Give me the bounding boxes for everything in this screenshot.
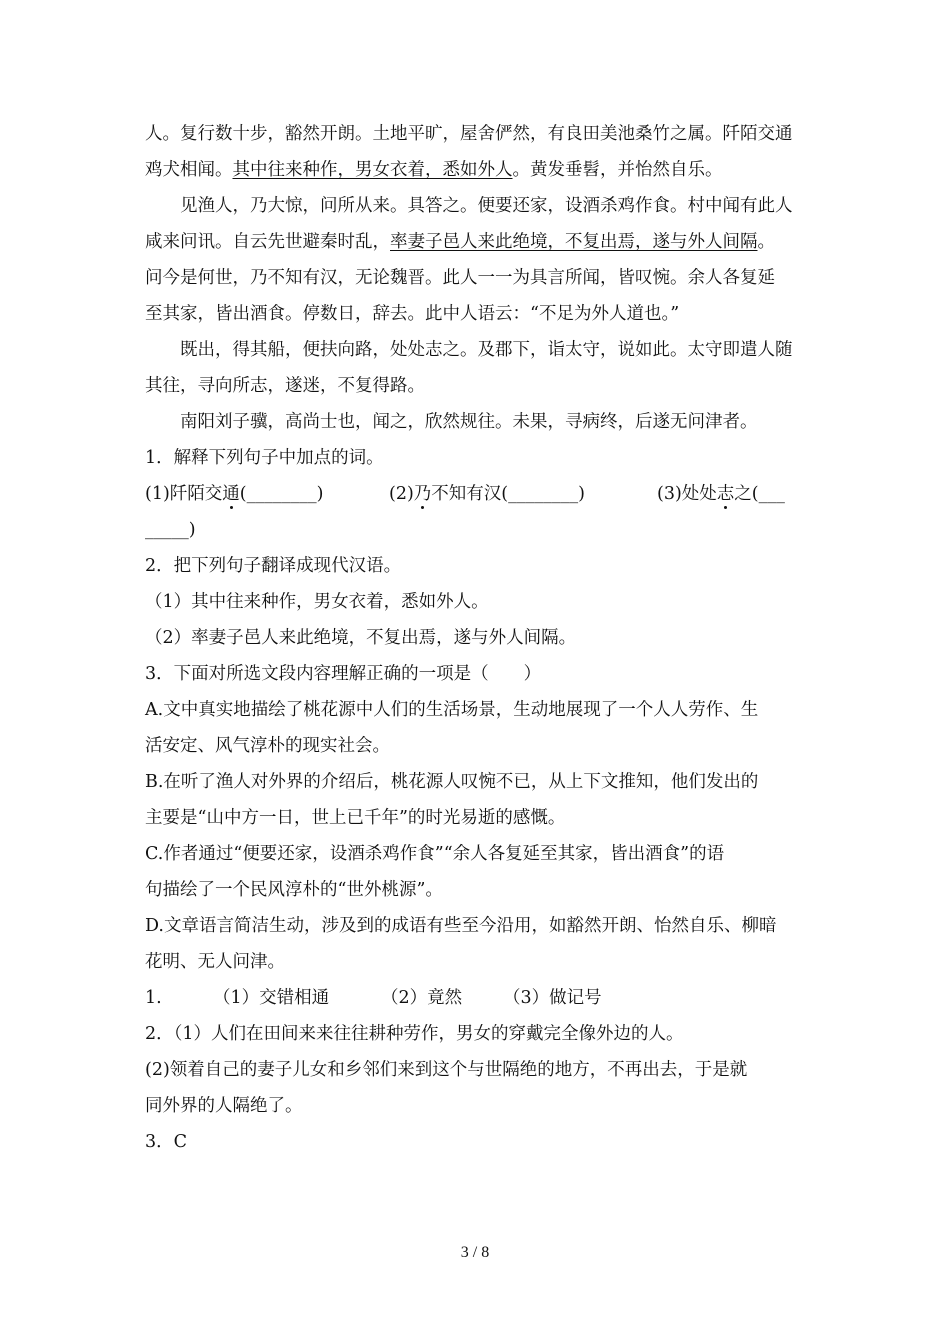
passage-text: 咸来问讯。自云先世避秦时乱， (145, 232, 390, 252)
passage-line: 见渔人，乃大惊，问所从来。具答之。便要还家，设酒杀鸡作食。村中闻有此人 (145, 196, 793, 216)
page-number: 3 / 8 (460, 1244, 490, 1261)
answer-1-item-3: （3）做记号 (503, 988, 602, 1008)
dotted-word: 志 (716, 484, 735, 504)
passage-line: 人。复行数十步，豁然开朗。土地平旷，屋舍俨然，有良田美池桑竹之属。阡陌交通 (145, 124, 793, 144)
question-1-title: 1．解释下列句子中加点的词。 (145, 448, 384, 468)
answer-1-item-1: （1）交错相通 (213, 988, 330, 1008)
question-1-item-3-cont: _____) (145, 520, 196, 540)
question-3-title: 3．下面对所选文段内容理解正确的一项是（ ） (145, 664, 542, 684)
question-1-item-1: (1)阡陌交通(________) (145, 484, 324, 504)
option-a: A.文中真实地描绘了桃花源中人们的生活场景，生动地展现了一个人人劳作、生 (145, 700, 759, 720)
passage-line: 问今是何世，乃不知有汉，无论魏晋。此人一一为具言所闻，皆叹惋。余人各复延 (145, 268, 775, 288)
answer-2-item-2: (2)领着自己的妻子儿女和乡邻们来到这个与世隔绝的地方，不再出去，于是就 (145, 1060, 748, 1080)
passage-line (145, 230, 810, 254)
passage-line (145, 158, 810, 182)
passage-line: 至其家，皆出酒食。停数日，辞去。此中人语云：“不足为外人道也。” (145, 304, 680, 324)
passage-text: 。黄发垂髫，并怡然自乐。 (512, 160, 723, 180)
dotted-word: 乃 (413, 484, 432, 504)
option-b-cont: 主要是“山中方一日，世上已千年”的时光易逝的感慨。 (145, 808, 566, 828)
option-b: B.在听了渔人对外界的介绍后，桃花源人叹惋不已，从上下文推知，他们发出的 (145, 772, 759, 792)
question-1-item-3: (3)处处志之(___ (657, 484, 785, 504)
answer-2-item-2-cont: 同外界的人隔绝了。 (145, 1096, 303, 1116)
option-a-cont: 活安定、风气淳朴的现实社会。 (145, 736, 390, 756)
passage-line: 其往，寻向所志，遂迷，不复得路。 (145, 376, 425, 396)
answer-1-number: 1. (145, 988, 162, 1008)
answer-3: 3．C (145, 1132, 188, 1152)
passage-line: 南阳刘子骥，高尚士也，闻之，欣然规往。未果，寻病终，后遂无问津者。 (145, 412, 758, 432)
question-2-item-1: （1）其中往来种作，男女衣着，悉如外人。 (145, 592, 489, 612)
option-c: C.作者通过“便要还家，设酒杀鸡作食”“余人各复延至其家，皆出酒食”的语 (145, 844, 725, 864)
option-d: D.文章语言简洁生动，涉及到的成语有些至今沿用，如豁然开朗、怡然自乐、柳暗 (145, 916, 777, 936)
passage-text: 。 (757, 232, 775, 252)
underlined-sentence: 其中往来种作，男女衣着，悉如外人 (232, 160, 513, 180)
option-c-cont: 句描绘了一个民风淳朴的“世外桃源”。 (145, 880, 443, 900)
answer-2-item-1: 2．（1）人们在田间来来往往耕种劳作，男女的穿戴完全像外边的人。 (145, 1024, 684, 1044)
option-d-cont: 花明、无人问津。 (145, 952, 285, 972)
passage-line: 既出，得其船，便扶向路，处处志之。及郡下，诣太守，说如此。太守即遣人随 (145, 340, 793, 360)
question-2-item-2: （2）率妻子邑人来此绝境，不复出焉，遂与外人间隔。 (145, 628, 577, 648)
underlined-sentence: 率妻子邑人来此绝境，不复出焉，遂与外人间隔 (390, 232, 758, 252)
answer-1-item-2: （2）竟然 (381, 988, 463, 1008)
passage-text: 鸡犬相闻。 (145, 160, 233, 180)
dotted-word: 通 (222, 484, 240, 504)
question-2-title: 2．把下列句子翻译成现代汉语。 (145, 556, 402, 576)
question-1-item-2: (2)乃不知有汉(________) (389, 484, 585, 504)
